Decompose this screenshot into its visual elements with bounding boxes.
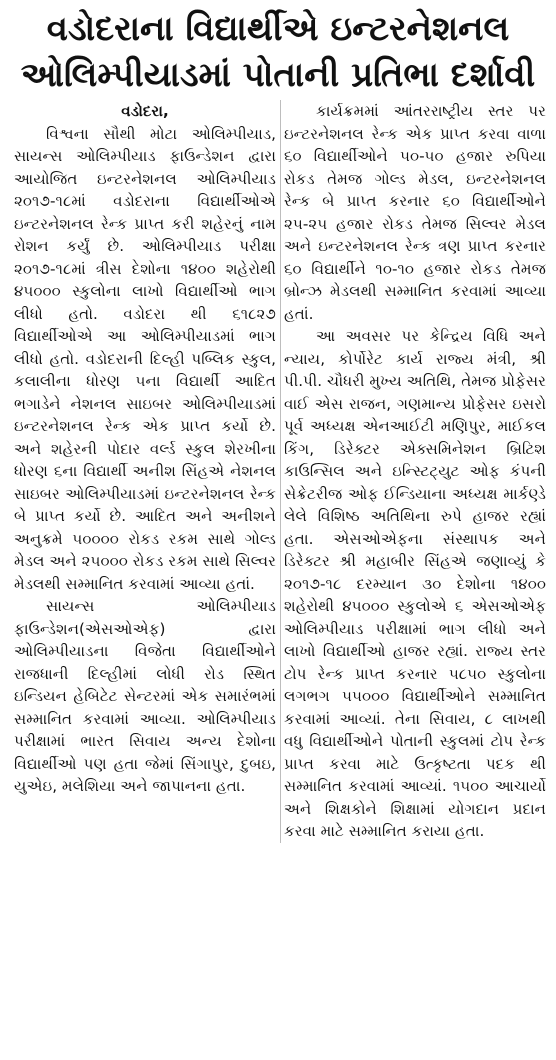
dateline: વડોદરા, [121,102,169,120]
article-paragraph: વિશ્વના સૌથી મોટા ઓલિમ્પીયાડ, સાયન્સ ઓલિમ્પીયાડ ફાઉન્ડેશન દ્વારા આયોજિત ઇન્ટરનેશનલ ઓલિમ્પીયાડ ૨૦૧૭-૧૮માં વડોદરાના વિદ્યાર્થીઓએ ઇન્ટરનેશનલ રેન્ક પ્રાપ્ત કરી શહેરનું નામ રોશન કર્યું છે. ઓલિમ્પીયાડ પરીક્ષા ૨૦૧૭-૧૮માં ત્રીસ દેશોના ૧૪૦૦ શહેરોથી ૪૫૦૦૦ સ્કુલોના લાખો વિદ્યાર્થીઓ ભાગ લીધો હતો. વડોદરા થી ૬૧૮૨૭ વિદ્યાર્થીઓએ આ ઓલિમ્પીયાડમાં ભાગ લીધો હતો. વડોદરાની દિલ્હી પબ્લિક સ્કુલ, કલાલીના ધોરણ ૫ના વિદ્યાર્થી આદિત ભગાડેને નેશનલ સાઇબર ઓલિમ્પીયાડમાં ઇન્ટરનેશનલ રેન્ક એક પ્રાપ્ત કર્યો છે. અને શહેરની પોદાર વર્લ્ડ સ્કુલ શેરખીના ધોરણ ૬ના વિદ્યાર્થી અનીશ સિંહએ નેશનલ સાઇબર ઓલિમ્પીયાડમાં ઇન્ટરનેશનલ રેન્ક બે પ્રાપ્ત કર્યો છે. આદિત અને અનીશને અનુક્રમે ૫૦૦૦૦ રોકડ રકમ સાથે ગોલ્ડ મેડલ અને ૨૫૦૦૦ રોકડ રકમ સાથે સિલ્વર મેડલથી સમ્માનિત કરવામાં આવ્યા હતાં. [14,124,276,593]
article-body [14,100,546,843]
article-paragraph: કાર્યક્રમમાં આંતરરાષ્ટ્રીય સ્તર પર ઇન્ટરનેશનલ રેન્ક એક પ્રાપ્ત કરવા વાળા ૬૦ વિદ્યાર્થીઓને ૫૦-૫૦ હજાર રુપિયા રોકડ તેમજ ગોલ્ડ મેડલ, ઇન્ટરનેશનલ રેન્ક બે પ્રાપ્ત કરનાર ૬૦ વિદ્યાર્થીઓને ૨૫-૨૫ હજાર રોકડ તેમજ સિલ્વર મેડલ અને ઇન્ટરનેશનલ રેન્ક ત્રણ પ્રાપ્ત કરનાર ૬૦ વિદ્યાર્થીને ૧૦-૧૦ હજાર રોકડ તેમજ બ્રોન્ઝ મેડલથી સમ્માનિત કરવામાં આવ્યા હતાં. [284,102,546,323]
article-column-right [284,100,546,843]
headline-line-2: ઓલિમ્પીયાડમાં પોતાની પ્રતિભા દર્શાવી [20,55,536,95]
article-paragraph: સાયન્સ ઓલિમ્પીયાડ ફાઉન્ડેશન(એસઓએફ) દ્વારા ઓલિમ્પીયાડના વિજેતા વિદ્યાર્થીઓને રાજધાની દિલ્હીમાં લોધી રોડ સ્થિત ઇન્ડિયન હેબિટેટ સેન્ટરમાં એક સમારંભમાં સમ્માનિત કરવામાં આવ્યા. ઓલિમ્પીયાડ પરીક્ષામાં ભારત સિવાય અન્ય દેશોના વિદ્યાર્થીઓ પણ હતા જેમાં સિંગાપુર, દુબઇ, યુએઇ, મલેશિયા અને જાપાનના હતા. [14,597,276,795]
headline [0,0,556,98]
article-paragraph: આ અવસર પર કેન્દ્રિય વિધિ અને ન્યાય, કોર્પોરેટ કાર્ય રાજ્ય મંત્રી, શ્રી પી.પી. ચૌધરી મુખ્ય અતિથિ, તેમજ પ્રોફેસર વાઈ એસ રાજન, ગણમાન્ય પ્રોફેસર ઇસરો પૂર્વ અધ્યક્ષ એનઆઈટી મણિપુર, માઈકલ કિંગ, ડિરેક્ટર એક્સમિનેશન બ્રિટિશ કાઉન્સિલ અને ઇન્સ્ટિટ્યુટ ઓફ કંપની સેક્રેટરીજ ઓફ ઈન્ડિયાના અધ્યક્ષ માર્કણ્ડે લેલે વિશિષ્ઠ અતિથિના રુપે હાજર રહ્યાં હતા. એસઓએફના સંસ્થાપક અને ડિરેક્ટર શ્રી મહાબીર સિંહએ જણાવ્યું કે ૨૦૧૭-૧૮ દરમ્યાન ૩૦ દેશોના ૧૪૦૦ શહેરોથી ૪૫૦૦૦ સ્કુલોએ ૬ એસઓએફ ઓલિમ્પીયાડ પરીક્ષામાં ભાગ લીધો અને લાખો વિદ્યાર્થીઓ હાજર રહ્યાં. રાજ્ય સ્તર ટોપ રેન્ક પ્રાપ્ત કરનાર ૫૮૫૦ સ્કુલોના લગભગ ૫૫૦૦૦ વિદ્યાર્થીઓને સમ્માનિત કરવામાં આવ્યાં. તેના સિવાય, ૮ લાખથી વધુ વિદ્યાર્થીઓને પોતાની સ્કુલમાં ટોપ રેન્ક પ્રાપ્ત કરવા માટે ઉત્કૃષ્ટતા પદક થી સમ્માનિત કરવામાં આવ્યાં. ૧૫૦૦ આચાર્યો અને શિક્ષકોને શિક્ષામાં યોગદાન પ્રદાન કરવા માટે સમ્માનિત કરાયા હતા. [284,327,546,840]
column-divider [280,100,281,843]
article-column-left [14,100,276,843]
headline-line-1: વડોદરાના વિદ્યાર્થીએ ઇન્ટરનેશનલ [46,9,510,49]
